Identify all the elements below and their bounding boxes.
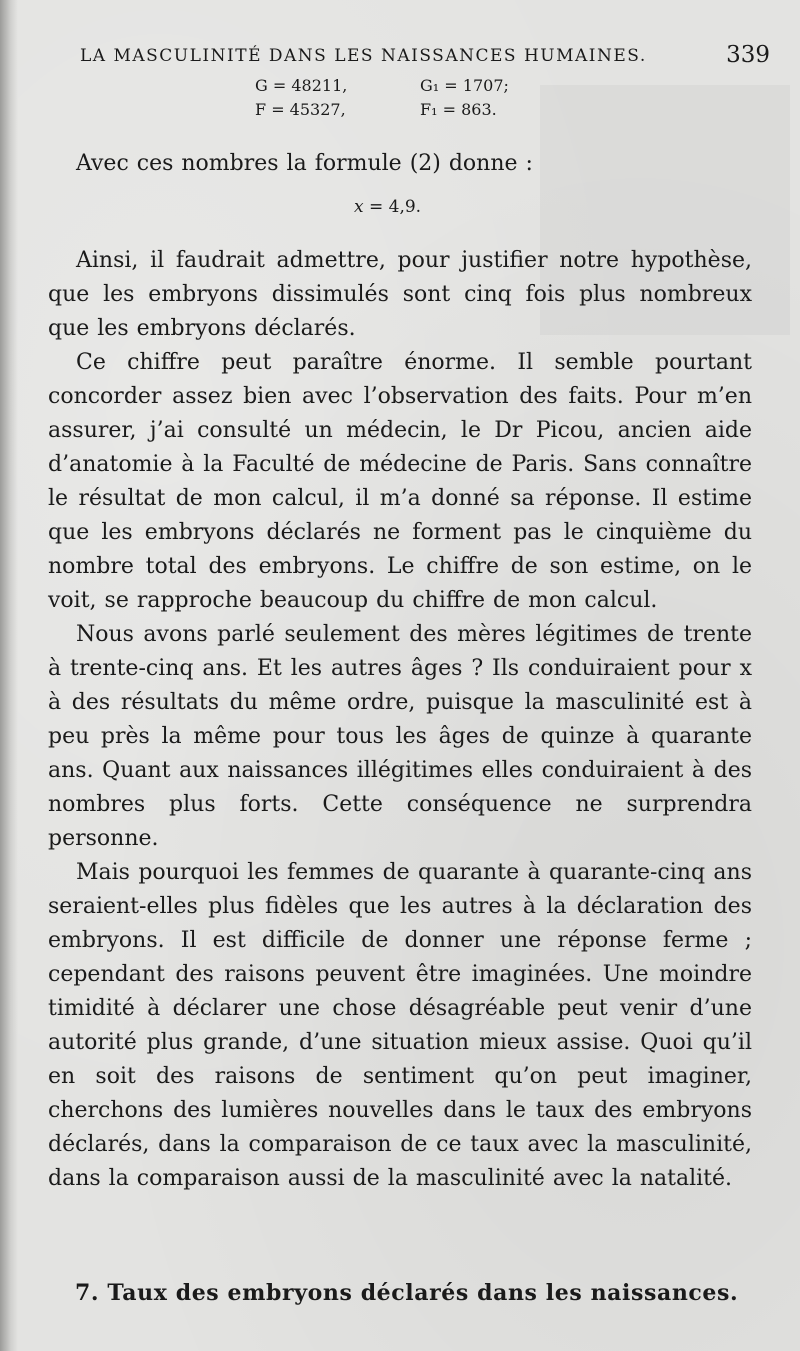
paragraph-2: Ce chiffre peut paraître énorme. Il semble pourtant concorder assez bien avec l’observation des faits. Pour m’en assurer, j’ai consulté un médecin, le Dr Picou, ancien aide d’anatomie à la Faculté de médecine de Paris. Sans connaître le résultat de mon calcul, il m’a donné sa réponse. Il estime que les embryons déclarés ne forment pas le cinquième du nombre total des embryons. Le chiffre de son estime, on le voit, se rapproche beaucoup du chiffre de mon calcul. [48,350,752,613]
page-gutter-shadow [0,0,18,1351]
result-variable: x [354,197,364,217]
running-head-title: LA MASCULINITÉ DANS LES NAISSANCES HUMAINES. [80,46,647,66]
paragraph-1: Ainsi, il faudrait admettre, pour justifier notre hypothèse, que les embryons dissimulés sont cinq fois plus nombreux que les embryons déclarés. [48,248,752,341]
intro-line: Avec ces nombres la formule (2) donne : [76,151,533,176]
formula-result [354,197,421,217]
result-value: = 4,9. [369,197,422,217]
body-text [48,244,752,1196]
equation-f1: F₁ = 863. [420,100,497,119]
intro-block [48,147,752,181]
paragraph-4: Mais pourquoi les femmes de quarante à quarante-cinq ans seraient-elles plus fidèles que les autres à la déclaration des embryons. Il est difficile de donner une réponse ferme ; cependant des raisons peuvent être imaginées. Une moindre timidité à déclarer une chose désagréable peut venir d’une autorité plus grande, d’une situation mieux assise. Quoi qu’il en soit des raisons de sentiment qu’on peut imaginer, cherchons des lumières nouvelles dans le taux des embryons déclarés, dans la comparaison de ce taux avec la masculinité, dans la comparaison aussi de la masculinité avec la natalité. [48,860,752,1191]
section-heading: 7. Taux des embryons déclarés dans les naissances. [75,1280,739,1306]
equation-g1: G₁ = 1707; [420,76,509,95]
equation-f: F = 45327, [255,100,346,119]
page-number: 339 [726,42,770,68]
paragraph-3: Nous avons parlé seulement des mères légitimes de trente à trente-cinq ans. Et les autres âges ? Ils conduiraient pour x à des résultats du même ordre, puisque la masculinité est à peu près la même pour tous les âges de quinze à quarante ans. Quant aux naissances illégitimes elles conduiraient à des nombres plus forts. Cette conséquence ne surprendra personne. [48,622,752,851]
running-head [80,42,770,72]
equation-g: G = 48211, [255,76,348,95]
